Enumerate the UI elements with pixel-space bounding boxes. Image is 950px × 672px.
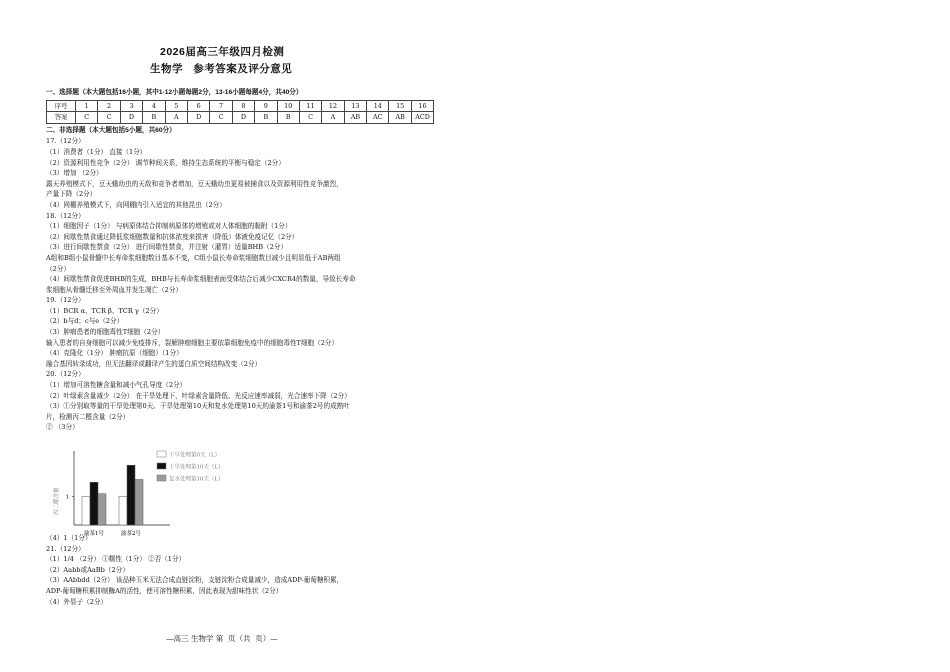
- answer-cell: ACD: [411, 112, 433, 124]
- answer-line: （3）①分别取等量的干旱处理第0天、干旱处理第10天和复水处理第10天的渝茶1号和渝茶2号的成熟叶: [46, 402, 350, 411]
- answer-cell: AB: [344, 112, 366, 124]
- num-cell: 10: [277, 100, 299, 112]
- answer-cell: C: [98, 112, 120, 124]
- answer-line: （1）消费者（1分） 直接（1分）: [46, 147, 147, 156]
- num-cell: 11: [299, 100, 321, 112]
- answer-cell: B: [143, 112, 165, 124]
- answer-row: [47, 112, 434, 124]
- legend-swatch: [157, 463, 166, 469]
- answer-line: （2）b与d；c与e（2分）: [46, 317, 124, 326]
- answer-line: （3）增加 （2分）: [46, 169, 103, 178]
- answer-line: （2）间歇性禁食通过降低浆细胞数量和抗体浓度来损害（降低）体液免疫记忆（2分）: [46, 232, 299, 241]
- choice-answer-table: [46, 100, 434, 124]
- num-cell: 16: [411, 100, 433, 112]
- answer-cell: C: [299, 112, 321, 124]
- number-row: [47, 100, 434, 112]
- answer-line: 浆细胞从骨髓迁移至外周血并发生凋亡（2分）: [46, 285, 183, 294]
- y-tick-label: 1: [65, 494, 69, 501]
- answer-cell: AB: [389, 112, 411, 124]
- num-cell: 1: [76, 100, 98, 112]
- answer-line: 输入患者的自身细胞可以减少免疫排斥，裂解肿瘤细胞主要依靠细胞免疫中的细胞毒性T细胞（2分）: [46, 338, 339, 347]
- answer-line: 21.（12分）: [46, 544, 85, 553]
- section2-answers: [46, 136, 446, 433]
- bar: [82, 497, 90, 525]
- answer-line: （2）Aabb或AaBb（2分）: [46, 565, 129, 574]
- answer-line: （1）BCR α、TCR β、TCR γ（2分）: [46, 306, 163, 315]
- answer-cell: A: [322, 112, 344, 124]
- y-axis-label: 丙二醛含量: [54, 487, 60, 515]
- answer-line: （1）增加可溶性糖含量和减小气孔导度（2分）: [46, 381, 187, 390]
- legend-label: 复水处理第10天（L）: [169, 476, 224, 483]
- num-cell: 9: [255, 100, 277, 112]
- answer-cell: B: [255, 112, 277, 124]
- answer-line: 融合基因转录成功，但无法翻译或翻译产生的蛋白质空间结构改变（2分）: [46, 359, 262, 368]
- answer-line: （3）AAbbdd（2分） 该品种玉米无法合成直链淀粉，支链淀粉合成量减少，造成ADP-葡萄糖积累，: [46, 576, 344, 585]
- legend-swatch: [157, 475, 166, 481]
- answer-line: （4）间歇性禁食促进BHB的生成，BHB与长寿命浆细胞表面受体结合后减少CXCR4的数量，导致长寿命: [46, 275, 356, 284]
- answer-line: （4）克隆化（1分） 肿瘤抗原（细胞）（1分）: [46, 349, 183, 358]
- num-cell: 6: [187, 100, 209, 112]
- bar: [127, 465, 135, 525]
- num-cell: 3: [120, 100, 142, 112]
- answer-key-subtitle: 生物学 参考答案及评分意见: [150, 63, 293, 75]
- answer-cell: D: [232, 112, 254, 124]
- answer-line: （2）资源利用性竞争（2分） 调节种间关系，维持生态系统的平衡与稳定（2分）: [46, 158, 285, 167]
- answer-line: 18.（12分）: [46, 211, 85, 220]
- answer-cell: AC: [367, 112, 389, 124]
- bar: [98, 494, 106, 525]
- legend-swatch: [157, 451, 166, 457]
- answer-line: A组和B组小鼠骨髓中长寿命浆细胞数目基本不变，C组小鼠长寿命浆细胞数目减少且明显低于AB两组: [46, 253, 341, 262]
- num-cell: 13: [344, 100, 366, 112]
- legend-label: 干旱处理第10天（L）: [169, 464, 224, 471]
- answer-line: ADP-葡萄糖积累抑制酶A的活性，使可溶性糖积累，因此表现为甜味性状（2分）: [46, 586, 283, 595]
- num-cell: 2: [98, 100, 120, 112]
- answer-cell: D: [120, 112, 142, 124]
- num-cell: 8: [232, 100, 254, 112]
- x-tick-label: 渝茶1号: [84, 531, 104, 537]
- answer-line: （4）1（1分）: [46, 534, 92, 542]
- answer-line: 片，检测丙二醛含量（2分）: [46, 412, 130, 421]
- answer-cell: B: [277, 112, 299, 124]
- row-label: 序号: [47, 100, 76, 112]
- bar: [119, 497, 127, 525]
- answer-cell: C: [76, 112, 98, 124]
- bar: [135, 479, 143, 525]
- num-cell: 15: [389, 100, 411, 112]
- answer-cell: A: [165, 112, 187, 124]
- answer-line: （1）细胞因子（1分） 与病原体结合抑制病原体的增殖或对人体细胞的黏附（1分）: [46, 222, 292, 231]
- answer-line: （4）外显子（2分）: [46, 597, 108, 606]
- answer-line: 20.（12分）: [46, 370, 85, 379]
- answer-line: （3）肿瘤患者的细胞毒性T细胞（2分）: [46, 328, 165, 337]
- answer-line: 17.（12分）: [46, 137, 85, 146]
- section1-heading: 一、选择题（本大题包括16小题，其中1-12小题每题2分，13-16小题每题4分，共40分）: [46, 89, 303, 96]
- row-label: 答案: [47, 112, 76, 124]
- num-cell: 7: [210, 100, 232, 112]
- answer-line: （2分）: [46, 264, 70, 273]
- num-cell: 12: [322, 100, 344, 112]
- num-cell: 4: [143, 100, 165, 112]
- num-cell: 5: [165, 100, 187, 112]
- answer-cell: C: [210, 112, 232, 124]
- legend-label: 干旱处理第0天（L）: [169, 452, 221, 459]
- answer-line: ② （3分）: [46, 423, 79, 432]
- x-tick-label: 渝茶2号: [121, 531, 141, 537]
- section2-heading: 二、非选择题（本大题包括5小题，共60分）: [46, 126, 176, 134]
- answer-line: 露天养殖模式下，豆天蛾幼虫的天敌和竞争者增加，豆天蛾幼虫更易被捕食以及资源利用性竞争激烈，: [46, 179, 343, 188]
- answer-line: （1）1/4 （2分） ①糯性（1分） ②否（1分）: [46, 555, 186, 564]
- answer-line: （3）进行间歇性禁食（2分） 进行间歇性禁食，并注射（灌胃）适量BHB（2分）: [46, 243, 288, 252]
- answer-line: 19.（12分）: [46, 296, 85, 305]
- answer-line: （4）网棚养殖模式下，向网棚内引入适宜的其他昆虫（2分）: [46, 200, 226, 209]
- malondialdehyde-bar-chart: [52, 447, 282, 545]
- exam-title: 2026届高三年级四月检测: [160, 46, 285, 58]
- num-cell: 14: [367, 100, 389, 112]
- bar: [90, 482, 98, 525]
- page-footer: —高三 生物学 第 页（共 页）—: [166, 634, 278, 643]
- answer-line: （2）叶绿素含量减少（2分） 在干旱处理下，叶绿素含量降低、光反应速率减弱，光合速率下降（2分）: [46, 391, 351, 400]
- answer-line: 产量下降（2分）: [46, 190, 97, 199]
- answer-cell: D: [187, 112, 209, 124]
